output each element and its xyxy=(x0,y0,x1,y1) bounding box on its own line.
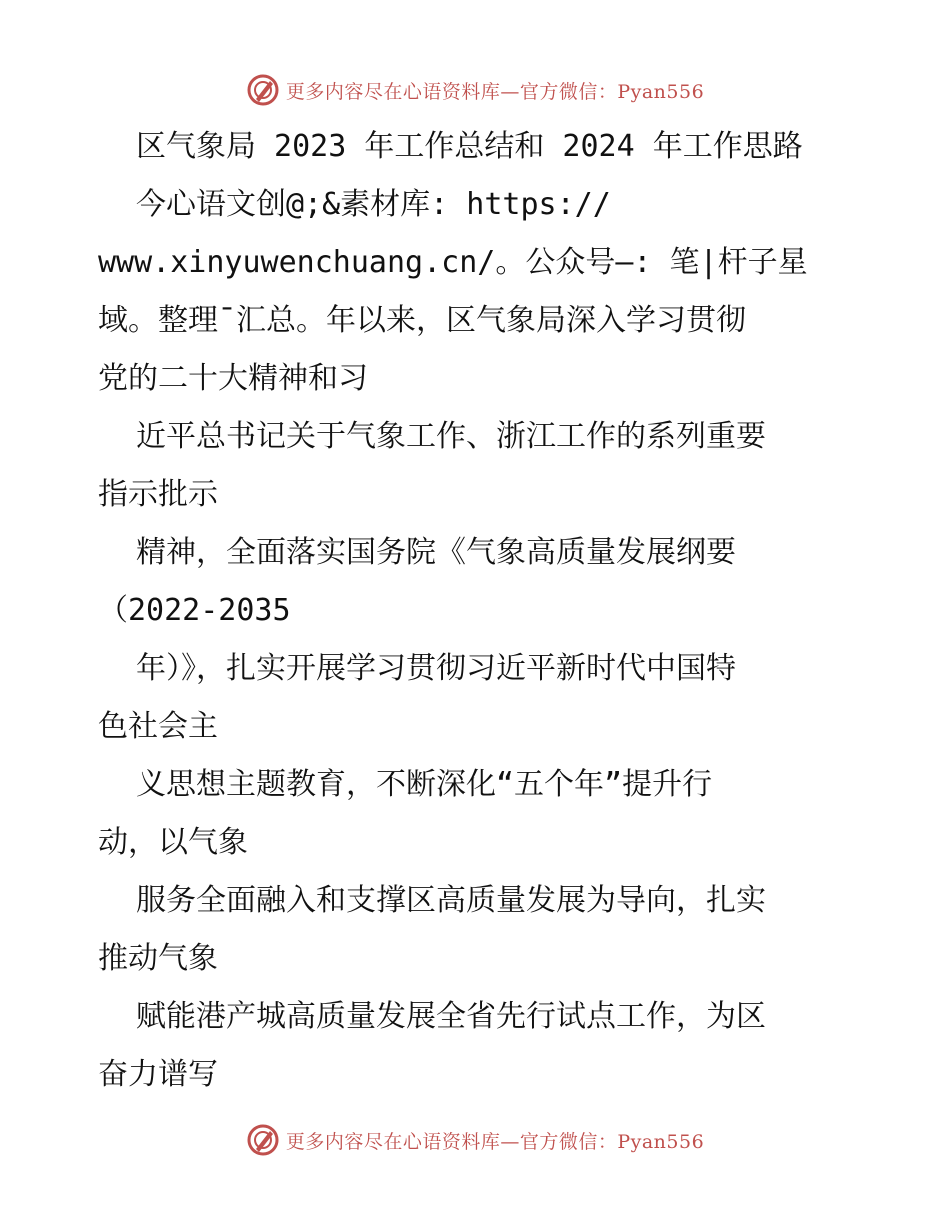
footer-banner-text: 更多内容尽在心语资料库—官方微信：Pyan556 xyxy=(285,1130,705,1153)
body-text-line: 域。整理¯汇总。年以来，区气象局深入学习贯彻 xyxy=(98,303,747,338)
body-text-line: 服务全面融入和支撑区高质量发展为导向，扎实 xyxy=(136,883,766,918)
body-text-line: 年）》，扎实开展学习贯彻习近平新时代中国特 xyxy=(136,651,736,686)
body-text-line: （2022-2035 xyxy=(98,593,291,628)
body-text-line: www.xinyuwenchuang.cn/。公众号—: 笔|杆子星 xyxy=(98,245,808,280)
body-text-line: 区气象局 2023 年工作总结和 2024 年工作思路 xyxy=(136,129,803,164)
body-text-line: 赋能港产城高质量发展全省先行试点工作，为区 xyxy=(136,999,766,1034)
body-text-line: 义思想主题教育，不断深化“五个年”提升行 xyxy=(136,767,713,802)
body-text-line: 今心语文创@;&素材库: https:// xyxy=(136,187,611,222)
body-text-line: 指示批示 xyxy=(98,477,218,512)
body-text-line: 党的二十大精神和习 xyxy=(98,361,368,396)
header-banner-text: 更多内容尽在心语资料库—官方微信：Pyan556 xyxy=(285,80,705,103)
body-text-line: 动，以气象 xyxy=(98,825,248,860)
body-text-line: 近平总书记关于气象工作、浙江工作的系列重要 xyxy=(136,419,766,454)
pen-logo-icon xyxy=(246,73,280,107)
body-text-line: 奋力谱写 xyxy=(98,1057,218,1092)
header-banner xyxy=(0,70,950,110)
footer-banner xyxy=(0,1120,950,1160)
body-text-line: 精神，全面落实国务院《气象高质量发展纲要 xyxy=(136,535,736,570)
body-text-line: 推动气象 xyxy=(98,941,218,976)
body-text-line: 色社会主 xyxy=(98,709,218,744)
pen-logo-icon xyxy=(246,1123,280,1157)
document-body xyxy=(98,118,858,1104)
